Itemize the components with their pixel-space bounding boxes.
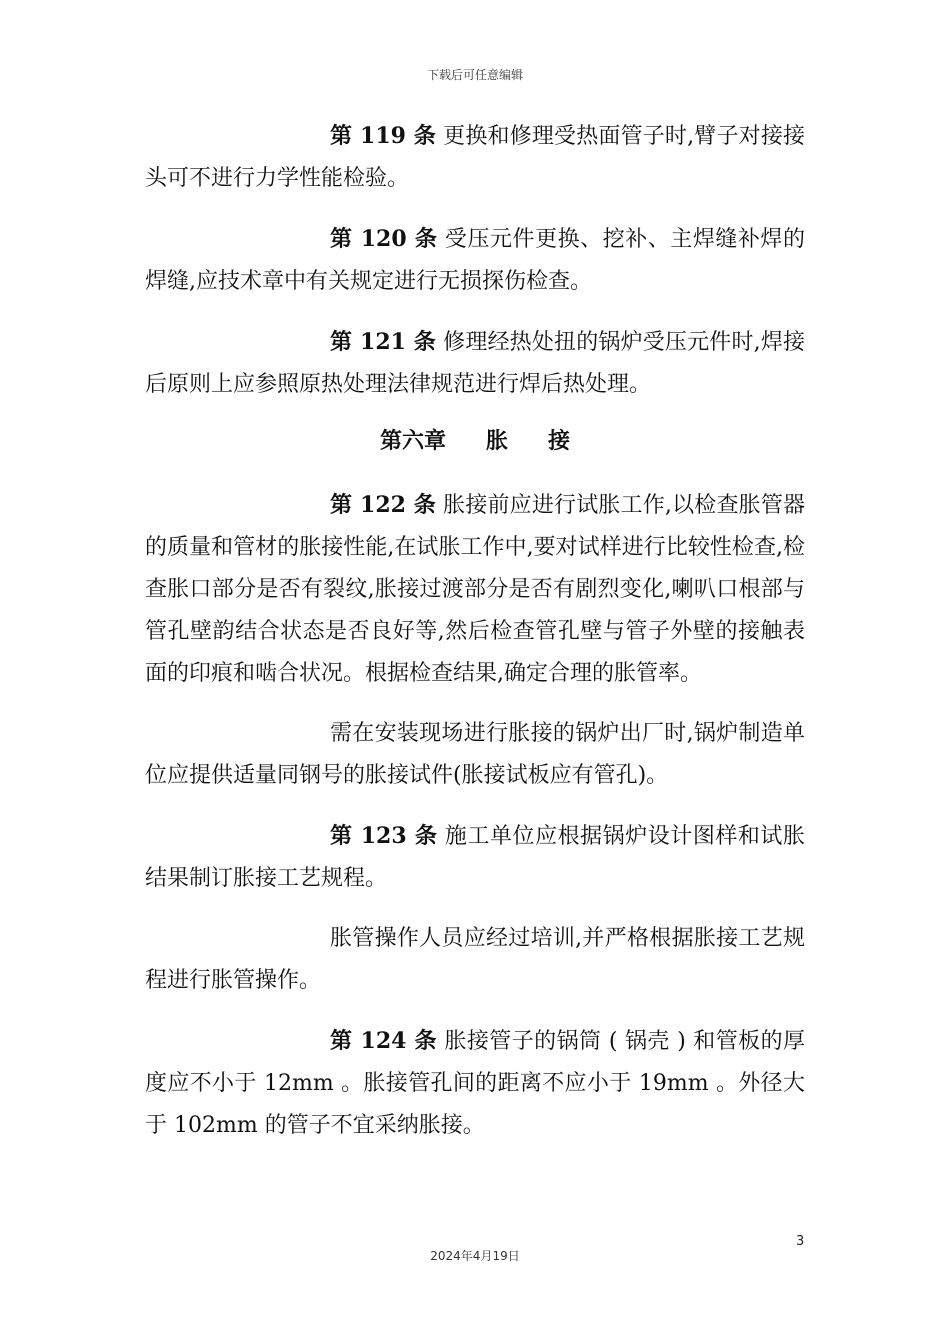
article-text: 受压元件更换、挖补、主焊缝补焊的焊缝,应技术章中有关规定进行无损探伤检查。 bbox=[145, 227, 805, 294]
article-number: 第 121 条 bbox=[330, 329, 436, 355]
article-text: 更换和修理受热面管子时,臂子对接接头可不进行力学性能检验。 bbox=[145, 124, 805, 191]
page-number: 3 bbox=[796, 1234, 805, 1249]
article-number: 第 124 条 bbox=[330, 1028, 437, 1054]
article-124 bbox=[145, 1020, 805, 1147]
article-120 bbox=[145, 218, 805, 303]
article-text: 修理经热处扭的锅炉受压元件时,焊接后原则上应参照原热处理法律规范进行焊后热处理。 bbox=[145, 330, 805, 397]
article-121 bbox=[145, 321, 805, 406]
chapter-title-1: 胀 bbox=[485, 428, 508, 454]
article-number: 第 119 条 bbox=[330, 123, 436, 149]
article-122-note bbox=[145, 713, 805, 797]
chapter-number: 第六章 bbox=[379, 428, 446, 454]
article-123-note bbox=[145, 918, 805, 1002]
article-text: 需在安装现场进行胀接的锅炉出厂时,锅炉制造单位应提供适量同钢号的胀接试件(胀接试板应有管孔)。 bbox=[145, 721, 805, 788]
article-122 bbox=[145, 484, 805, 695]
article-123 bbox=[145, 815, 805, 900]
chapter-title-2: 接 bbox=[548, 428, 571, 454]
article-text: 胀接前应进行试胀工作,以检查胀管器的质量和管材的胀接性能,在试胀工作中,要对试样进行比较性检查,检查胀口部分是否有裂纹,胀接过渡部分是否有剧烈变化,喇叭口根部与管孔壁韵结合状态是否良好等,然后检查管孔壁与管子外壁的接触表面的印痕和啮合状况。根据检查结果,确定合理的胀管率。 bbox=[145, 493, 805, 686]
article-number: 第 123 条 bbox=[330, 823, 438, 849]
article-119 bbox=[145, 115, 805, 200]
article-number: 第 122 条 bbox=[330, 492, 436, 518]
article-text: 胀接管子的锅筒 ( 锅壳 ) 和管板的厚度应不小于 12mm 。胀接管孔间的距离不应小于 19mm 。外径大于 102mm 的管子不宜采纳胀接。 bbox=[145, 1029, 806, 1138]
chapter-heading bbox=[145, 420, 805, 462]
article-number: 第 120 条 bbox=[330, 226, 438, 252]
page-footer-date: 2024年4月19日 bbox=[430, 1249, 520, 1263]
article-text: 施工单位应根据锅炉设计图样和试胀结果制订胀接工艺规程。 bbox=[145, 824, 805, 891]
page-header: 下载后可任意编辑 bbox=[426, 68, 523, 82]
document-body bbox=[145, 115, 805, 1165]
article-text: 胀管操作人员应经过培训,并严格根据胀接工艺规程进行胀管操作。 bbox=[145, 926, 805, 993]
